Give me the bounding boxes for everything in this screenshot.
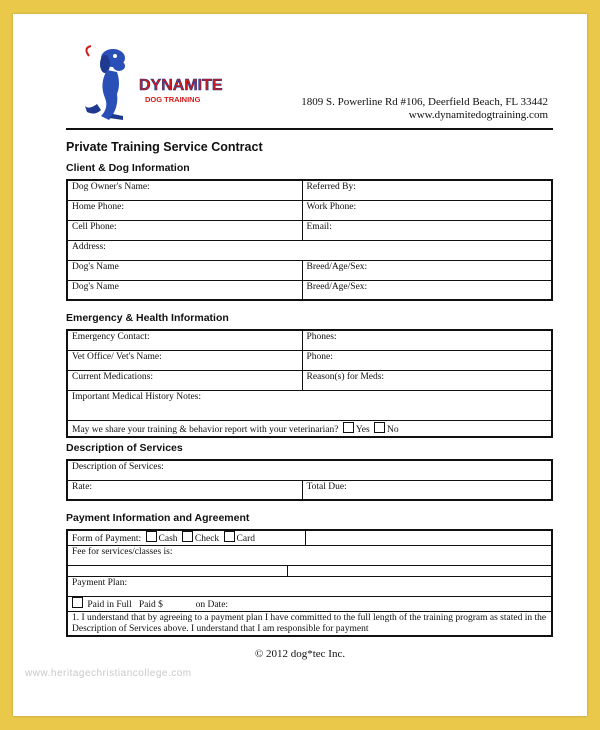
services-table [66, 459, 553, 501]
vet-name-field[interactable]: Vet Office/ Vet's Name: [67, 350, 302, 370]
services-section-heading: Description of Services [66, 442, 183, 454]
cell-phone-field[interactable]: Cell Phone: [67, 220, 302, 240]
header-divider [66, 128, 553, 130]
share-report-question: May we share your training & behavior report with your veterinarian? [72, 424, 339, 435]
agreement-text: 1. I understand that by agreeing to a payment plan I have committed to the full length of the training program as stated in the Description of Services above. I understand that I am responsible for payment [67, 612, 552, 637]
table-row [67, 180, 552, 200]
card-label: Card [236, 534, 256, 544]
table-row [67, 370, 552, 390]
owner-name-field[interactable]: Dog Owner's Name: [67, 180, 302, 200]
paid-amount-label: Paid $ [138, 600, 163, 610]
table-row [67, 530, 552, 546]
table-row [67, 577, 552, 597]
table-row [67, 480, 552, 500]
watermark: www.heritagechristiancollege.com [25, 668, 192, 679]
address: 1809 S. Powerline Rd #106, Deerfield Beach, FL 33442 [301, 96, 548, 108]
fee-blank-right[interactable] [287, 566, 552, 577]
website: www.dynamitedogtraining.com [408, 109, 548, 121]
table-row [67, 546, 552, 566]
email-field[interactable]: Email: [302, 220, 552, 240]
copyright-footer: © 2012 dog*tec Inc. [254, 648, 346, 660]
table-row [67, 566, 552, 577]
table-row [67, 420, 552, 437]
breed-age-sex-field-2[interactable]: Breed/Age/Sex: [302, 280, 552, 300]
check-checkbox[interactable] [182, 531, 193, 542]
dynamite-dog-training-logo [79, 44, 229, 126]
meds-reason-field[interactable]: Reason(s) for Meds: [302, 370, 552, 390]
card-checkbox[interactable] [224, 531, 235, 542]
paid-date-label: on Date: [195, 600, 229, 610]
table-row [67, 260, 552, 280]
table-row [67, 280, 552, 300]
svg-text:DOG TRAINING: DOG TRAINING [145, 95, 201, 104]
vet-phone-field[interactable]: Phone: [302, 350, 552, 370]
current-medications-field[interactable]: Current Medications: [67, 370, 302, 390]
share-report-row [67, 420, 552, 437]
service-description-field[interactable]: Description of Services: [67, 460, 552, 480]
table-row [67, 612, 552, 637]
check-label: Check [194, 534, 220, 544]
no-checkbox[interactable] [374, 422, 385, 433]
document-page [13, 14, 587, 716]
referred-by-field[interactable]: Referred By: [302, 180, 552, 200]
table-row [67, 460, 552, 480]
table-row [67, 200, 552, 220]
paid-in-full-label: Paid in Full [87, 600, 132, 610]
payment-form-row [67, 530, 305, 546]
fee-field[interactable]: Fee for services/classes is: [67, 546, 552, 566]
payment-section-heading: Payment Information and Agreement [66, 512, 250, 524]
client-info-table [66, 179, 553, 301]
emergency-info-table [66, 329, 553, 438]
paid-in-full-checkbox[interactable] [72, 597, 83, 608]
cash-label: Cash [158, 534, 178, 544]
payment-form-label: Form of Payment: [72, 534, 142, 544]
home-phone-field[interactable]: Home Phone: [67, 200, 302, 220]
rate-field[interactable]: Rate: [67, 480, 302, 500]
table-row [67, 350, 552, 370]
client-section-heading: Client & Dog Information [66, 162, 190, 174]
payment-plan-field[interactable]: Payment Plan: [67, 577, 552, 597]
payment-table [66, 529, 553, 637]
paid-row [67, 597, 552, 612]
table-row [67, 220, 552, 240]
dog-mascot-icon [85, 46, 125, 120]
fee-blank[interactable] [67, 566, 287, 577]
contact-header [243, 96, 548, 122]
emergency-section-heading: Emergency & Health Information [66, 312, 229, 324]
dog-name-field-2[interactable]: Dog's Name [67, 280, 302, 300]
no-label: No [387, 424, 399, 435]
medical-history-field[interactable]: Important Medical History Notes: [67, 390, 552, 420]
table-row [67, 330, 552, 350]
emergency-phones-field[interactable]: Phones: [302, 330, 552, 350]
table-row [67, 240, 552, 260]
cash-checkbox[interactable] [146, 531, 157, 542]
table-row [67, 597, 552, 612]
table-row [67, 390, 552, 420]
total-due-field[interactable]: Total Due: [302, 480, 552, 500]
address-field[interactable]: Address: [67, 240, 552, 260]
breed-age-sex-field-1[interactable]: Breed/Age/Sex: [302, 260, 552, 280]
dog-name-field-1[interactable]: Dog's Name [67, 260, 302, 280]
payment-form-blank[interactable] [305, 530, 552, 546]
emergency-contact-field[interactable]: Emergency Contact: [67, 330, 302, 350]
document-title: Private Training Service Contract [66, 140, 263, 154]
yes-checkbox[interactable] [343, 422, 354, 433]
work-phone-field[interactable]: Work Phone: [302, 200, 552, 220]
yes-label: Yes [355, 424, 370, 435]
svg-text:DYNAMITE: DYNAMITE [139, 77, 223, 94]
